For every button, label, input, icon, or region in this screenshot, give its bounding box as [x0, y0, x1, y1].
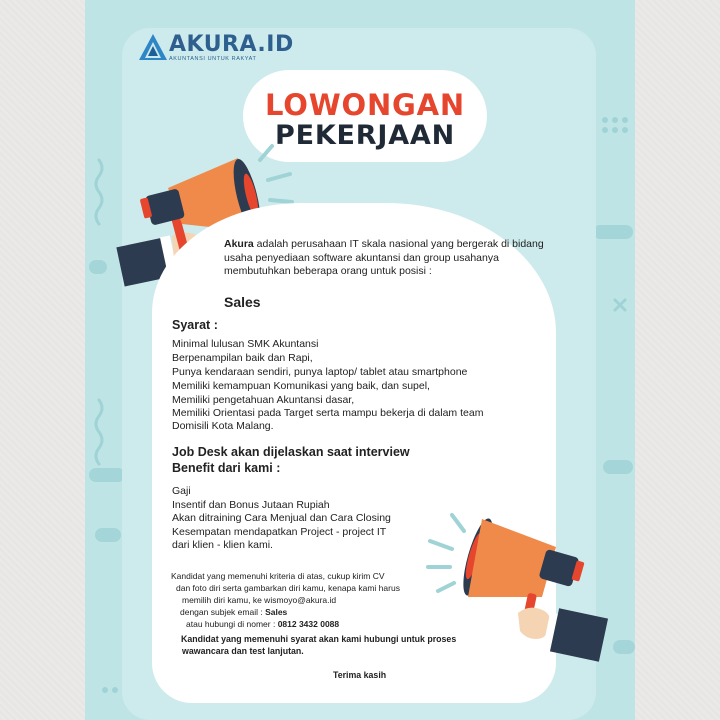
- apply-phone-value: 0812 3432 0088: [277, 619, 340, 629]
- list-item: Gaji: [172, 485, 191, 497]
- apply-line-3: memilih diri kamu, ke wismoyo@akura.id: [182, 595, 337, 605]
- apply-line-4: [180, 607, 287, 618]
- logo-triangle-icon: [139, 34, 167, 62]
- list-item: Memiliki Orientasi pada Target serta mampu bekerja di dalam team: [172, 407, 484, 419]
- apply-line-2: dan foto diri serta gambarkan diri kamu, kenapa kami harus: [176, 583, 400, 593]
- apply-line-5: [186, 619, 339, 630]
- closing-text: Terima kasih: [333, 670, 387, 680]
- apply-phone-label: atau hubungi di nomer :: [186, 619, 278, 629]
- page-title-lowongan: LOWONGAN: [265, 88, 465, 122]
- logo-name: AKURA.ID: [169, 32, 294, 57]
- intro-company: Akura: [224, 238, 254, 250]
- apply-subject-label: dengan subjek email :: [180, 607, 266, 617]
- list-item: Berpenampilan baik dan Rapi,: [172, 352, 313, 364]
- position-title: Sales: [224, 294, 261, 310]
- requirements-heading: Syarat :: [172, 318, 218, 332]
- list-item: Insentif dan Bonus Jutaan Rupiah: [172, 499, 330, 511]
- notice-line-2: wawancara dan test lanjutan.: [182, 646, 304, 656]
- list-item: Minimal lulusan SMK Akuntansi: [172, 338, 319, 350]
- logo-tagline: AKUNTANSI UNTUK RAKYAT: [169, 56, 257, 62]
- megaphone-icon-right: [424, 505, 604, 665]
- list-item: Punya kendaraan sendiri, punya laptop/ tablet atau smartphone: [172, 366, 468, 378]
- list-item: Domisili Kota Malang.: [172, 420, 274, 432]
- list-item: Memiliki kemampuan Komunikasi yang baik, dan supel,: [172, 380, 430, 392]
- page-title-pekerjaan: PEKERJAAN: [274, 120, 456, 151]
- apply-line-1: Kandidat yang memenuhi kriteria di atas, cukup kirim CV: [171, 571, 385, 581]
- notice-line-1: Kandidat yang memenuhi syarat akan kami hubungi untuk proses: [181, 634, 457, 644]
- list-item: Akan ditraining Cara Menjual dan Cara Closing: [172, 512, 391, 524]
- list-item: dari klien - klien kami.: [172, 539, 273, 551]
- list-item: Memiliki pengetahuan Akuntansi dasar,: [172, 394, 355, 406]
- apply-subject-value: Sales: [265, 607, 288, 617]
- list-item: Kesempatan mendapatkan Project - project IT: [172, 526, 387, 538]
- benefits-heading: Benefit dari kami :: [172, 461, 281, 475]
- intro-text: adalah perusahaan IT skala nasional yang bergerak di bidang usaha penyediaan software akuntansi dan group usahanya membutuhkan beberapa orang untuk posisi :: [224, 238, 544, 277]
- jobdesk-note: Job Desk akan dijelaskan saat interview: [172, 445, 410, 459]
- intro-paragraph: [224, 238, 549, 279]
